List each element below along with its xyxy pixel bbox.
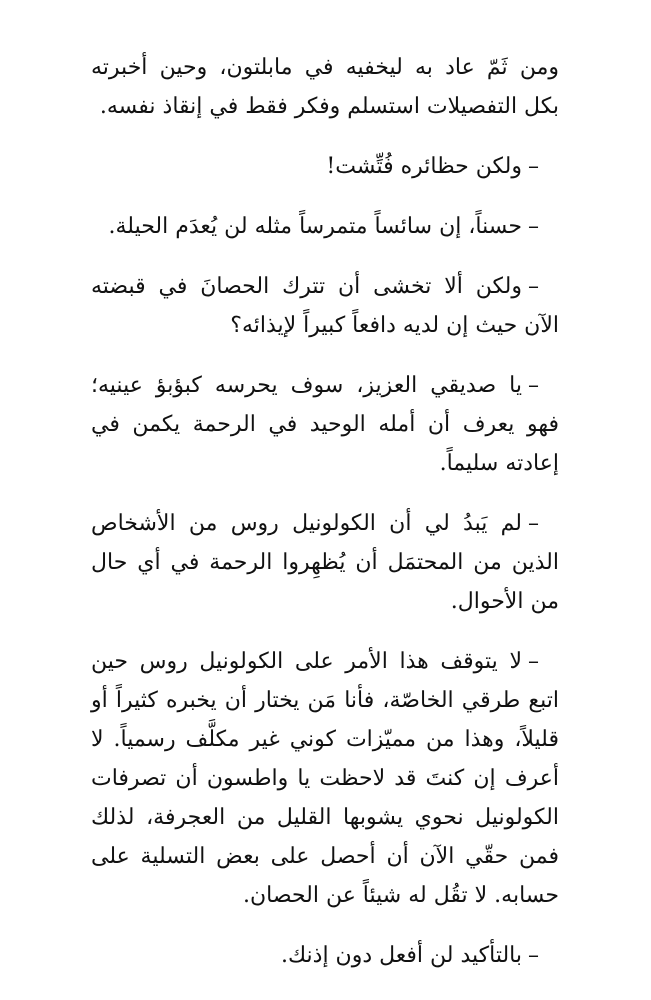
paragraph-text: بالتأكيد لن أفعل دون إذنك.	[280, 943, 522, 968]
text-block	[91, 48, 559, 996]
paragraph-3	[91, 207, 559, 246]
paragraph-text: لا يتوقف هذا الأمر على الكولونيل روس حين اتبع طرقي الخاصّة، فأنا مَن يختار أن يخبره كثيراً أو قليلاً، وهذا من مميّزات كوني غير مكلَّف رسمياً. لا أعرف إن كنتَ قد لاحظت يا واطسون أن تصرفات الكولونيل نحوي يشوبها القليل من العجرفة، لذلك فمن حقّي الآن أن أحصل على بعض التسلية على حسابه. لا تقُل له شيئاً عن الحصان.	[91, 649, 559, 908]
paragraph-5	[91, 366, 559, 483]
paragraph-1	[91, 48, 559, 126]
dialogue-dash: –	[528, 274, 539, 299]
paragraph-4	[91, 267, 559, 345]
dialogue-dash: –	[528, 649, 539, 674]
dialogue-dash: –	[528, 943, 539, 968]
dialogue-dash: –	[528, 214, 539, 239]
paragraph-7	[91, 642, 559, 915]
paragraph-text: ولكن ألا تخشى أن تترك الحصانَ في قبضته الآن حيث إن لديه دافعاً كبيراً لإيذائه؟	[91, 274, 559, 338]
dialogue-dash: –	[528, 511, 539, 536]
dialogue-dash: –	[528, 373, 539, 398]
paragraph-2	[91, 147, 559, 186]
dialogue-dash: –	[528, 154, 539, 179]
paragraph-text: لم يَبدُ لي أن الكولونيل روس من الأشخاص الذين من المحتمَل أن يُظهِروا الرحمة في أي حال من الأحوال.	[91, 511, 559, 614]
paragraph-text: ولكن حظائره فُتِّشت!	[326, 154, 522, 179]
paragraph-8	[91, 936, 559, 975]
paragraph-6	[91, 504, 559, 621]
paragraph-text: يا صديقي العزيز، سوف يحرسه كبؤبؤ عينيه؛ فهو يعرف أن أمله الوحيد في الرحمة يكمن في إعادته سليماً.	[91, 373, 559, 476]
paragraph-text: ومن ثَمّ عاد به ليخفيه في مابلتون، وحين أخبرته بكل التفصيلات استسلم وفكر فقط في إنقاذ نفسه.	[91, 55, 559, 119]
paragraph-text: حسناً، إن سائساً متمرساً مثله لن يُعدَم الحيلة.	[108, 214, 522, 239]
